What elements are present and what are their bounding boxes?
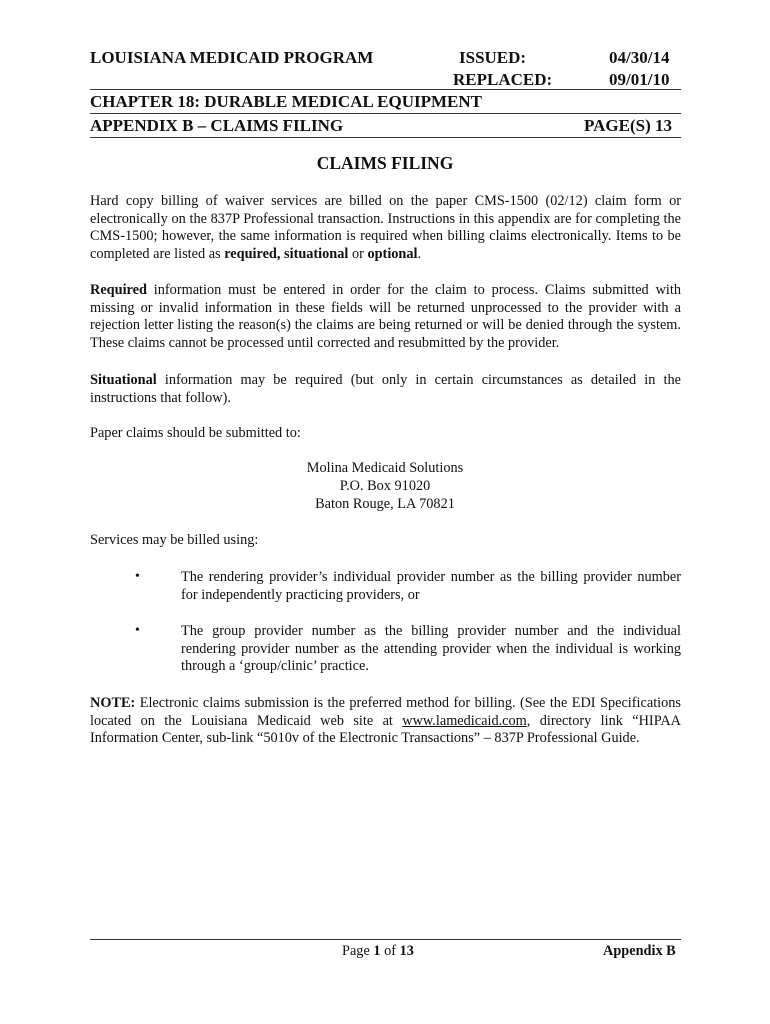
chapter-title: CHAPTER 18: DURABLE MEDICAL EQUIPMENT — [90, 92, 482, 111]
header-rule-3 — [90, 137, 681, 138]
appendix-title: APPENDIX B – CLAIMS FILING — [90, 116, 344, 135]
intro-bold: required, situational — [224, 245, 349, 262]
page-prefix: Page — [342, 943, 374, 959]
issued-label: ISSUED: — [459, 48, 527, 67]
address-line-1: Molina Medicaid Solutions — [306, 460, 464, 476]
bullet-icon: • — [135, 569, 140, 584]
page-current: 1 — [373, 943, 381, 959]
required-lead: Required — [90, 282, 147, 298]
address-line-3: Baton Rouge, LA 70821 — [315, 496, 455, 512]
footer-appendix: Appendix B — [603, 943, 676, 959]
replaced-date: 09/01/10 — [609, 70, 670, 89]
page-count: PAGE(S) 13 — [584, 116, 672, 135]
situational-lead: Situational — [90, 372, 157, 388]
intro-bold-optional: optional — [367, 245, 418, 262]
footer-rule — [90, 939, 681, 940]
address-line-2: P.O. Box 91020 — [339, 478, 431, 494]
intro-end: . — [417, 245, 422, 262]
situational-text: information may be required (but only in certain circumstances as detailed in the instructions that follow). — [90, 372, 681, 406]
note-paragraph — [90, 695, 681, 748]
page-total: 13 — [399, 943, 414, 959]
page-title: CLAIMS FILING — [316, 153, 454, 173]
note-text-1: Electronic claims submission is the preferred method for billing. (See the EDI Specifications located on the Louisiana Medicaid web site at — [90, 695, 681, 729]
issued-date: 04/30/14 — [609, 48, 670, 67]
bullet-icon: • — [135, 623, 140, 638]
program-name: LOUISIANA MEDICAID PROGRAM — [90, 48, 374, 67]
situational-paragraph — [90, 372, 681, 407]
note-text-2: , directory link “HIPAA Information Center, sub-link “5010v of the Electronic Transactions” – 837P Professional Guide. — [90, 712, 681, 747]
intro-paragraph — [90, 193, 681, 263]
intro-or: or — [348, 245, 368, 262]
page-number — [342, 943, 414, 960]
required-paragraph — [90, 282, 681, 352]
bullet-item-1: The rendering provider’s individual provider number as the billing provider number for independently practicing providers, or — [181, 569, 681, 603]
note-lead: NOTE: — [90, 695, 136, 711]
page-of: of — [380, 943, 400, 959]
lamedicaid-link[interactable]: www.lamedicaid.com — [402, 712, 527, 729]
required-text: information must be entered in order for the claim to process. Claims submitted with missing or invalid information in these fields will be returned unprocessed to the provider with a rejection letter listing the reason(s) the claims are being returned or will be denied through the system. These claims cannot be processed until corrected and resubmitted by the provider. — [90, 282, 681, 351]
submit-paragraph: Paper claims should be submitted to: — [90, 425, 301, 441]
bullet-item-2: The group provider number as the billing provider number and the individual rendering provider number as the attending provider when the individual is working through a ‘group/clinic’ practice. — [181, 623, 681, 675]
intro-text: Hard copy billing of waiver services are billed on the paper CMS-1500 (02/12) claim form or electronically on the 837P Professional transaction. Instructions in this appendix are for completing the CMS-1500; however, the same information is required when billing claims electronically. Items to be completed are listed as — [90, 193, 681, 262]
billed-paragraph: Services may be billed using: — [90, 532, 259, 548]
replaced-label: REPLACED: — [453, 70, 553, 89]
